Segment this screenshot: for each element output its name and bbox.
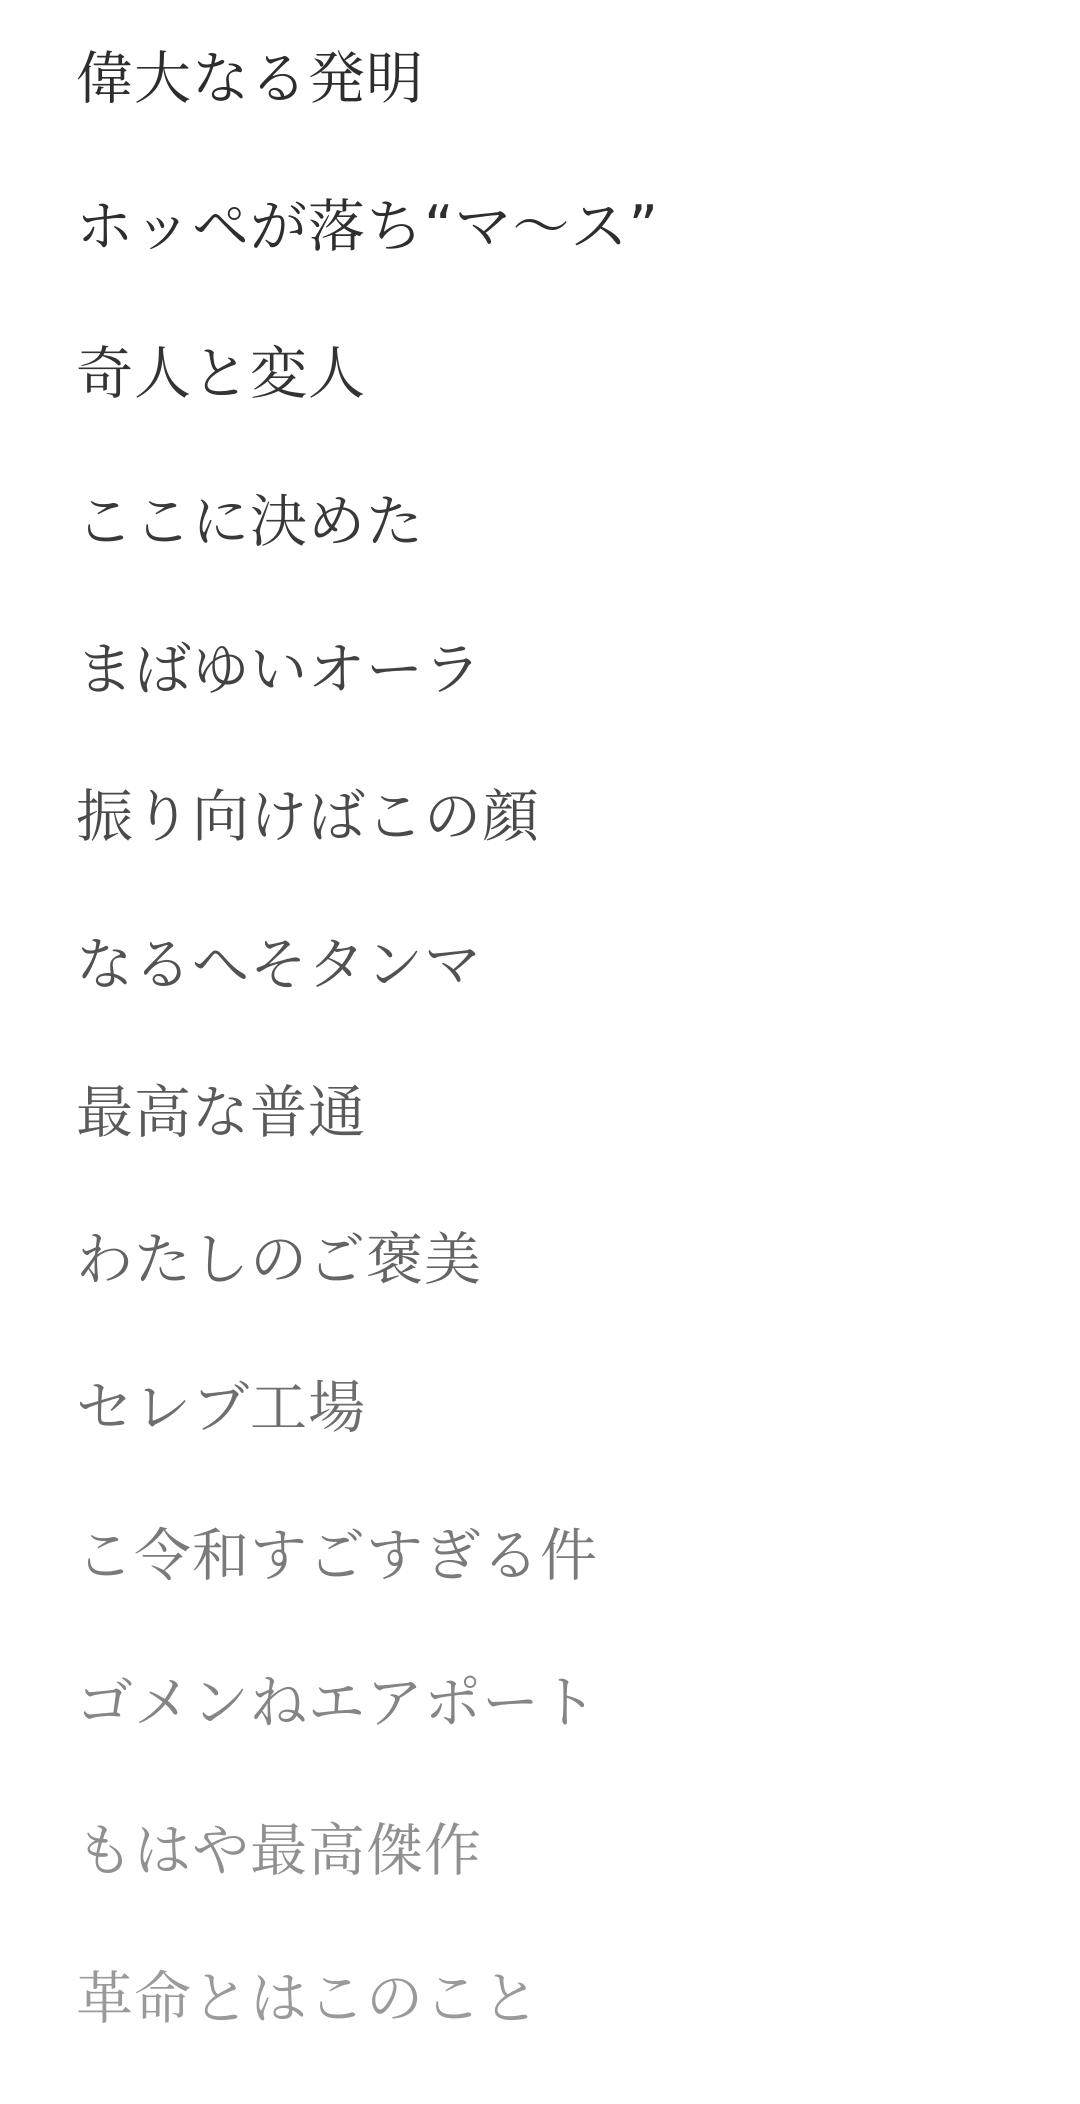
- lyric-line-14: 革命とはこのこと: [76, 1965, 540, 2032]
- lyric-line-9: わたしのご褒美: [76, 1227, 482, 1294]
- lyric-line-8: 最高な普通: [76, 1079, 366, 1146]
- lyric-line-5: まばゆいオーラ: [76, 636, 482, 703]
- lyric-line-1: 偉大なる発明: [76, 45, 424, 112]
- lyric-line-13: もはや最高傑作: [76, 1818, 482, 1885]
- lyric-line-4: ここに決めた: [76, 488, 424, 555]
- lyric-line-6: 振り向けばこの顔: [76, 784, 540, 851]
- lyric-line-12: ゴメンねエアポート: [76, 1670, 598, 1737]
- lyric-line-11: こ令和すごすぎる件: [76, 1522, 598, 1589]
- lyric-line-10: セレブ工場: [76, 1375, 366, 1442]
- lyric-line-2: ホッペが落ち“マ〜ス”: [76, 193, 660, 260]
- lyric-line-7: なるへそタンマ: [76, 931, 482, 998]
- lyric-line-3: 奇人と変人: [76, 341, 366, 408]
